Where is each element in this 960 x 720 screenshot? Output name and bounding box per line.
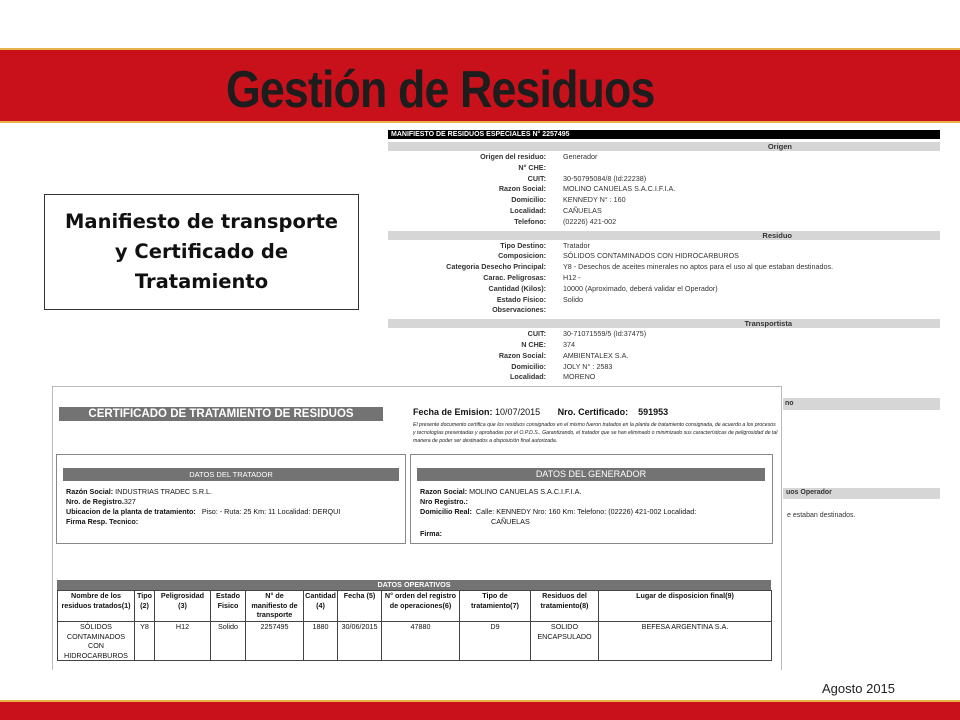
manifiesto-destined-stub: e estaban destinados.: [787, 512, 856, 519]
manifiesto-field-row: [388, 152, 940, 163]
manifiesto-operator-stub-text: uos Operador: [786, 489, 832, 496]
manifiesto-field-label: Categoria Desecho Principal:: [446, 262, 546, 272]
manifiesto-field-label: N° CHE:: [518, 162, 546, 172]
fecha-value: 10/07/2015: [495, 407, 541, 417]
manifiesto-field-row: [388, 284, 940, 295]
operativos-column-header: Residuos del tratamiento(8): [531, 591, 599, 622]
certificado-legal-text: El presente documento certifica que los residuos consignados en el mismo fueron tratados en la planta de tratamiento consignada, de acuerdo a los procesos y tecnologías presentadas y aprobadas por el O.P.D.S.. Garantizando, el tratador que se han eliminado o minimizado sus características de peligrosidad de tal manera de poder ser destinados a disposición final autorizada.: [413, 422, 778, 444]
manifiesto-field-value: Y8 - Desechos de aceites minerales no aptos para el uso al que estaban destinados.: [563, 262, 834, 272]
slide-title: Gestión de Residuos: [226, 61, 655, 119]
manifiesto-field-value: SÓLIDOS CONTAMINADOS CON HIDROCARBUROS: [563, 251, 739, 261]
generador-domicilio-label: Domicilio Real:: [420, 507, 472, 516]
manifiesto-field-row: [388, 351, 940, 362]
manifiesto-field-row: [388, 174, 940, 185]
manifiesto-field-row: [388, 340, 940, 351]
generador-razon-value: MOLINO CANUELAS S.A.C.I.F.I.A.: [469, 487, 582, 496]
manifiesto-field-row: [388, 206, 940, 217]
manifiesto-field-label: Composicion:: [498, 251, 546, 261]
manifiesto-field-label: Razon Social:: [498, 184, 546, 194]
certificado-header-line: [413, 407, 668, 417]
manifiesto-field-row: [388, 217, 940, 228]
tratador-heading: DATOS DEL TRATADOR: [63, 468, 399, 481]
manifiesto-field-label: Origen del residuo:: [480, 152, 546, 161]
manifiesto-field-label: Razon Social:: [498, 350, 546, 360]
nro-certificado-value: 591953: [638, 407, 669, 417]
generador-registro-label: Nro Registro.:: [420, 497, 468, 506]
manifiesto-field-row: [388, 163, 940, 174]
tratador-ubicacion-row: [66, 507, 340, 517]
manifiesto-field-value: Tratador: [563, 240, 590, 250]
tratador-ubicacion-label: Ubicacion de la planta de tratamiento:: [66, 507, 196, 516]
manifiesto-field-label: Estado Físico:: [496, 294, 546, 304]
title-banner: [0, 48, 960, 123]
tratador-registro-value: 327: [123, 497, 136, 506]
nro-certificado-label: Nro. Certificado:: [557, 407, 629, 417]
table-cell: 47880: [382, 622, 460, 661]
operativos-column-header: Lugar de disposicion final(9): [599, 591, 772, 622]
generador-domicilio-row2: [491, 517, 530, 527]
bottom-bar: [0, 700, 960, 720]
manifiesto-field-label: Telefono:: [514, 216, 546, 226]
table-cell: Y8: [135, 622, 155, 661]
manifiesto-field-row: [388, 195, 940, 206]
manifiesto-field-label: Localidad:: [510, 205, 546, 215]
manifiesto-field-value: Generador: [563, 152, 598, 161]
tratador-ubicacion-value: Piso: - Ruta: 25 Km: 11 Localidad: DERQUI: [201, 507, 341, 516]
operativos-column-header: N° de manifiesto de transporte: [246, 591, 304, 622]
callout-text: Manifiesto de transporte y Certificado de Tratamiento: [65, 210, 338, 293]
tratador-panel: [56, 454, 406, 544]
manifiesto-field-row: [388, 305, 940, 316]
manifiesto-field-value: MORENO: [563, 372, 596, 382]
manifiesto-field-value: (02226) 421-002: [563, 216, 617, 226]
manifiesto-section-heading: Transportista: [388, 319, 940, 328]
certificado-document: [52, 386, 782, 670]
manifiesto-document: [388, 130, 940, 390]
generador-domicilio-value: Calle: KENNEDY Nro: 160 Km: Telefono: (02226) 421-002 Localidad:: [475, 507, 697, 516]
operativos-table: [57, 590, 772, 661]
generador-registro-row: [420, 497, 468, 507]
manifiesto-operator-stub: [783, 488, 940, 499]
table-cell: BEFESA ARGENTINA S.A.: [599, 622, 772, 661]
operativos-column-header: Estado Fisico: [211, 591, 246, 622]
manifiesto-field-value: CAÑUELAS: [563, 205, 602, 215]
table-cell: 1880: [304, 622, 338, 661]
manifiesto-field-label: Observaciones:: [492, 305, 546, 315]
tratador-razon-label: Razón Social:: [66, 487, 114, 496]
manifiesto-field-value: 10000 (Aproximado, deberá validar el Operador): [563, 283, 718, 293]
fecha-label: Fecha de Emision:: [413, 407, 493, 417]
tratador-razon-value: INDUSTRIAS TRADEC S.R.L.: [115, 487, 213, 496]
table-cell: SÓLIDOS CONTAMINADOS CON HIDROCARBUROS: [58, 622, 135, 661]
table-cell: H12: [155, 622, 211, 661]
manifiesto-field-row: [388, 251, 940, 262]
manifiesto-field-label: N CHE:: [521, 339, 546, 349]
manifiesto-field-row: [388, 241, 940, 252]
slide-date: Agosto 2015: [822, 681, 896, 696]
manifiesto-field-row: [388, 372, 940, 383]
manifiesto-field-label: CUIT:: [527, 173, 546, 183]
tratador-firma-label: Firma Resp. Tecnico:: [66, 517, 139, 526]
operativos-column-header: N° orden del registro de operaciones(6): [382, 591, 460, 622]
manifiesto-field-label: Localidad:: [510, 372, 546, 382]
manifiesto-section-heading: Residuo: [388, 231, 940, 240]
manifiesto-field-label: Domicilio:: [511, 195, 546, 205]
operativos-column-header: Tipo (2): [135, 591, 155, 622]
generador-firma-label: Firma:: [420, 529, 442, 538]
table-cell: D9: [460, 622, 531, 661]
manifiesto-title: MANIFIESTO DE RESIDUOS ESPECIALES N° 2257495: [388, 130, 940, 139]
manifiesto-field-row: [388, 362, 940, 373]
generador-heading: DATOS DEL GENERADOR: [417, 468, 765, 481]
manifiesto-body: [388, 142, 940, 383]
manifiesto-field-label: CUIT:: [527, 329, 546, 339]
tratador-registro-label: Nro. de Registro.: [66, 497, 124, 506]
manifiesto-field-row: [388, 273, 940, 284]
manifiesto-field-value: H12 -: [563, 272, 581, 282]
manifiesto-field-row: [388, 329, 940, 340]
operativos-column-header: Peligrosidad (3): [155, 591, 211, 622]
operativos-body: [58, 622, 772, 661]
manifiesto-field-value: 374: [563, 339, 575, 349]
generador-domicilio-row: [420, 507, 696, 517]
manifiesto-section-heading: Origen: [388, 142, 940, 151]
manifiesto-field-row: [388, 295, 940, 306]
tratador-registro-row: [66, 497, 136, 507]
generador-razon-label: Razon Social:: [420, 487, 468, 496]
manifiesto-field-value: MOLINO CANUELAS S.A.C.I.F.I.A.: [563, 184, 676, 194]
manifiesto-section-stub: [783, 398, 940, 410]
operativos-column-header: Fecha (5): [338, 591, 382, 622]
manifiesto-field-value: 30-71071559/5 (Id:37475): [563, 329, 647, 339]
table-cell: Solido: [211, 622, 246, 661]
operativos-header-row: [58, 591, 772, 622]
table-row: [58, 622, 772, 661]
operativos-column-header: Tipo de tratamiento(7): [460, 591, 531, 622]
manifiesto-field-row: [388, 184, 940, 195]
manifiesto-section-stub-text: no: [785, 400, 794, 407]
generador-panel: [410, 454, 773, 544]
operativos-column-header: Cantidad (4): [304, 591, 338, 622]
manifiesto-field-row: [388, 262, 940, 273]
table-cell: SOLIDO ENCAPSULADO: [531, 622, 599, 661]
manifiesto-field-value: 30-50795084/8 (Id:22238): [563, 173, 647, 183]
manifiesto-field-value: Solido: [563, 294, 583, 304]
certificado-title: CERTIFICADO DE TRATAMIENTO DE RESIDUOS: [59, 407, 383, 421]
tratador-firma-row: [66, 517, 138, 527]
manifiesto-field-value: JOLY N° : 2583: [563, 361, 613, 371]
table-cell: 30/06/2015: [338, 622, 382, 661]
generador-razon-row: [420, 487, 581, 497]
operativos-column-header: Nombre de los residuos tratados(1): [58, 591, 135, 622]
generador-domicilio-value2: CAÑUELAS: [491, 517, 530, 526]
operativos-heading: DATOS OPERATIVOS: [57, 580, 771, 590]
generador-firma-row: [420, 529, 442, 539]
manifiesto-field-value: AMBIENTALEX S.A.: [563, 350, 629, 360]
manifiesto-field-label: Tipo Destino:: [500, 240, 546, 250]
callout-box: [44, 194, 359, 310]
tratador-razon-row: [66, 487, 212, 497]
manifiesto-field-value: KENNEDY N° : 160: [563, 195, 626, 205]
manifiesto-field-label: Cantidad (Kilos):: [488, 283, 546, 293]
table-cell: 2257495: [246, 622, 304, 661]
manifiesto-field-label: Domicilio:: [511, 361, 546, 371]
manifiesto-field-label: Carac. Peligrosas:: [483, 272, 546, 282]
